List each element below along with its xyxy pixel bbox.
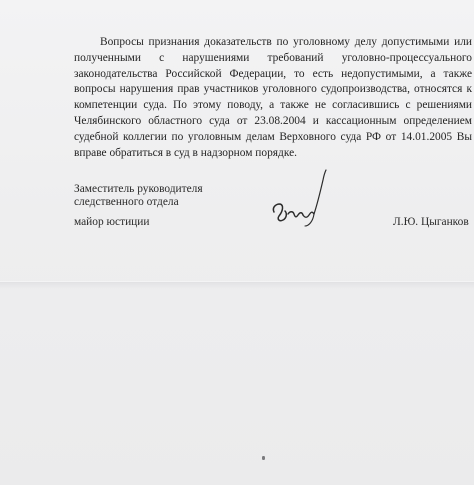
signatory-name: Л.Ю. Цыганков: [393, 216, 469, 228]
paper-fold-shadow: [0, 283, 474, 289]
signatory-rank: майор юстиции: [74, 216, 150, 228]
letter-paragraph: Вопросы признания доказательств по уголовному делу допустимыми или полученными с нарушениями требований уголовно-процессуального законодательства Российской Федерации, то есть недопустимыми, а также вопросы нарушения прав участников уголовного судопроизводства, относятся к компетенции суда. По этому поводу, а также не согласившись с решениями Челябинского областного суда от 23.08.2004 и кассационным определением судебной коллегии по уголовным делам Верховного суда РФ от 14.01.2005 Вы вправе обратиться в суд в надзорном порядке.: [74, 36, 472, 159]
paper-speck: [262, 456, 265, 460]
signatory-title-line-1: Заместитель руководителя: [74, 183, 203, 195]
handwritten-signature: [262, 165, 332, 235]
signatory-title-line-2: следственного отдела: [74, 196, 179, 208]
